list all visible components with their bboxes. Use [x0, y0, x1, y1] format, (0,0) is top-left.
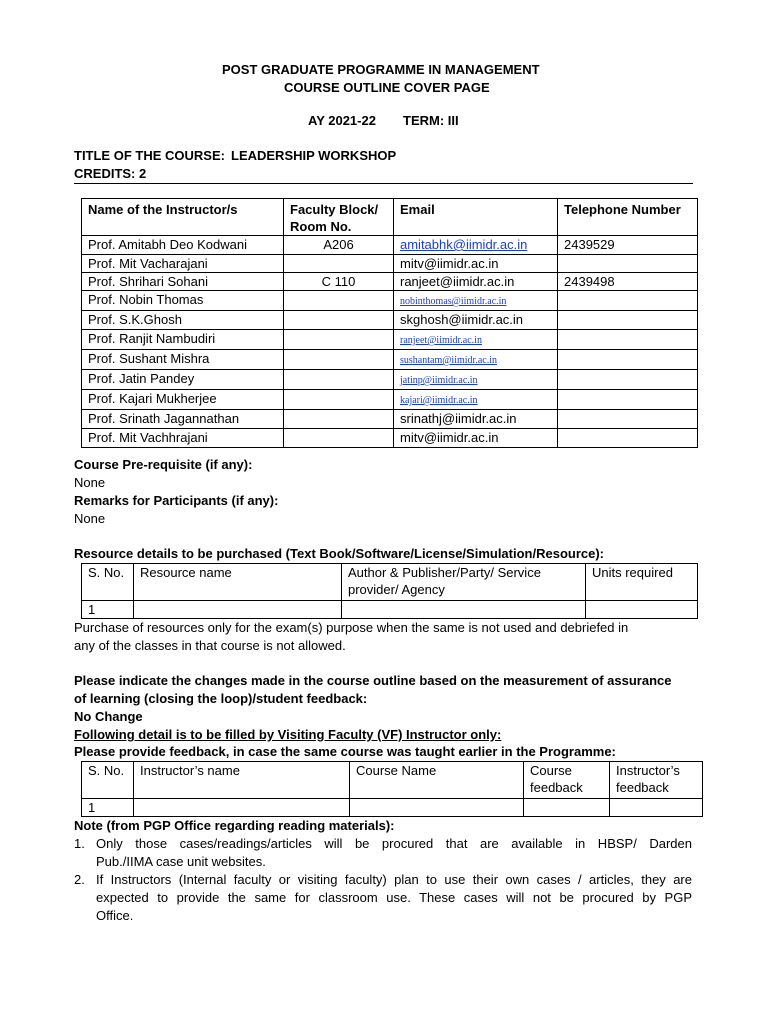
- note-item1-line1: Only those cases/readings/articles will be procured that are available in HBSP/ Darden: [96, 836, 692, 851]
- email-link[interactable]: ranjeet@iimidr.ac.in: [400, 335, 482, 346]
- email-cell: [394, 350, 558, 370]
- header-instructor-feedback-line2: feedback: [616, 780, 669, 795]
- term: TERM: III: [403, 113, 459, 128]
- note-item2-line3: Office.: [96, 908, 134, 923]
- email-cell: [394, 330, 558, 350]
- email-cell: [394, 291, 558, 311]
- email-link[interactable]: nobinthomas@iimidr.ac.in: [400, 296, 507, 307]
- note-item1-line2: Pub./IIMA case unit websites.: [96, 854, 266, 869]
- row-sno: 1: [82, 601, 134, 619]
- resource-header-row: [82, 564, 698, 601]
- feedback-header-row: [82, 762, 703, 799]
- table-row: [82, 273, 698, 291]
- table-row: [82, 236, 698, 255]
- header-faculty-block-line1: Faculty Block/: [290, 202, 379, 217]
- prerequisite-value: None: [74, 475, 106, 490]
- empty-cell: [134, 799, 350, 817]
- header-resource-name: Resource name: [134, 564, 342, 601]
- note-item2-line2: expected to provide the same for classroom use. These cases will not be procured by PGP: [96, 890, 692, 905]
- table-row: [82, 601, 698, 619]
- room-number: [284, 330, 394, 350]
- header-course-feedback-line1: Course: [530, 763, 572, 778]
- note-item2-number: 2.: [74, 872, 85, 887]
- empty-cell: [342, 601, 586, 619]
- email-cell: [394, 370, 558, 390]
- header-faculty-block: [284, 199, 394, 236]
- feedback-table: [81, 761, 703, 817]
- header-email: Email: [394, 199, 558, 236]
- feedback-prompt: Please provide feedback, in case the same course was taught earlier in the Programme:: [74, 744, 616, 759]
- empty-cell: [586, 601, 698, 619]
- header-faculty-block-line2: Room No.: [290, 219, 352, 234]
- room-number: [284, 429, 394, 448]
- course-title-label: TITLE OF THE COURSE:: [74, 148, 225, 163]
- row-sno: 1: [82, 799, 134, 817]
- prerequisite-label: Course Pre-requisite (if any):: [74, 457, 253, 472]
- changes-prompt-line1: Please indicate the changes made in the course outline based on the measurement of assurance: [74, 673, 672, 688]
- instructor-name: Prof. Jatin Pandey: [82, 370, 284, 390]
- course-title-value: LEADERSHIP WORKSHOP: [231, 148, 397, 163]
- instructor-name: Prof. Ranjit Nambudiri: [82, 330, 284, 350]
- divider-line: [74, 183, 693, 184]
- note-item2-line1: If Instructors (Internal faculty or visiting faculty) plan to use their own cases / articles, they are: [96, 872, 692, 887]
- instructor-name: Prof. Mit Vacharajani: [82, 255, 284, 273]
- header-instructor-feedback-line1: Instructor’s: [616, 763, 680, 778]
- telephone-number: [558, 410, 698, 429]
- header-units-required: Units required: [586, 564, 698, 601]
- empty-cell: [524, 799, 610, 817]
- header-author-line1: Author & Publisher/Party/ Service: [348, 565, 541, 580]
- resource-note-line2: any of the classes in that course is not allowed.: [74, 638, 346, 653]
- email-cell: [394, 390, 558, 410]
- header-instructor-feedback: [610, 762, 703, 799]
- header-instructor-name: Instructor’s name: [134, 762, 350, 799]
- email-text: ranjeet@iimidr.ac.in: [394, 273, 558, 291]
- email-cell: [394, 236, 558, 255]
- telephone-number: [558, 291, 698, 311]
- room-number: [284, 291, 394, 311]
- instructor-name: Prof. Shrihari Sohani: [82, 273, 284, 291]
- room-number: A206: [284, 236, 394, 255]
- table-row: [82, 390, 698, 410]
- visiting-faculty-heading: Following detail is to be filled by Visiting Faculty (VF) Instructor only:: [74, 727, 502, 742]
- email-text: mitv@iimidr.ac.in: [394, 429, 558, 448]
- table-row: [82, 410, 698, 429]
- telephone-number: [558, 370, 698, 390]
- instructor-name: Prof. Nobin Thomas: [82, 291, 284, 311]
- telephone-number: [558, 429, 698, 448]
- email-link[interactable]: jatinp@iimidr.ac.in: [400, 375, 478, 386]
- instructors-header-row: [82, 199, 698, 236]
- resource-heading: Resource details to be purchased (Text Book/Software/License/Simulation/Resource):: [74, 546, 604, 561]
- credits: CREDITS: 2: [74, 166, 147, 181]
- instructor-name: Prof. Sushant Mishra: [82, 350, 284, 370]
- room-number: C 110: [284, 273, 394, 291]
- empty-cell: [610, 799, 703, 817]
- room-number: [284, 255, 394, 273]
- telephone-number: [558, 255, 698, 273]
- email-link[interactable]: kajari@iimidr.ac.in: [400, 395, 478, 406]
- table-row: [82, 429, 698, 448]
- header-instructor-name: Name of the Instructor/s: [82, 199, 284, 236]
- email-link[interactable]: sushantam@iimidr.ac.in: [400, 355, 497, 366]
- telephone-number: 2439529: [558, 236, 698, 255]
- table-row: [82, 291, 698, 311]
- email-link[interactable]: amitabhk@iimidr.ac.in: [400, 237, 528, 252]
- room-number: [284, 350, 394, 370]
- instructors-table: [81, 198, 698, 448]
- table-row: [82, 799, 703, 817]
- room-number: [284, 390, 394, 410]
- table-row: [82, 311, 698, 330]
- table-row: [82, 350, 698, 370]
- email-text: skghosh@iimidr.ac.in: [394, 311, 558, 330]
- programme-title: POST GRADUATE PROGRAMME IN MANAGEMENT: [222, 62, 540, 77]
- header-telephone: Telephone Number: [558, 199, 698, 236]
- header-course-name: Course Name: [350, 762, 524, 799]
- email-text: mitv@iimidr.ac.in: [394, 255, 558, 273]
- email-text: srinathj@iimidr.ac.in: [394, 410, 558, 429]
- academic-year: AY 2021-22: [308, 113, 376, 128]
- empty-cell: [134, 601, 342, 619]
- header-course-feedback-line2: feedback: [530, 780, 583, 795]
- room-number: [284, 410, 394, 429]
- instructor-name: Prof. S.K.Ghosh: [82, 311, 284, 330]
- telephone-number: 2439498: [558, 273, 698, 291]
- instructor-name: Prof. Srinath Jagannathan: [82, 410, 284, 429]
- telephone-number: [558, 330, 698, 350]
- table-row: [82, 255, 698, 273]
- note-heading: Note (from PGP Office regarding reading materials):: [74, 818, 395, 833]
- note-item1-number: 1.: [74, 836, 85, 851]
- table-row: [82, 370, 698, 390]
- room-number: [284, 370, 394, 390]
- instructor-name: Prof. Kajari Mukherjee: [82, 390, 284, 410]
- changes-value: No Change: [74, 709, 143, 724]
- header-author-publisher: [342, 564, 586, 601]
- document-title: COURSE OUTLINE COVER PAGE: [284, 80, 490, 95]
- room-number: [284, 311, 394, 330]
- instructor-name: Prof. Mit Vachhrajani: [82, 429, 284, 448]
- remarks-value: None: [74, 511, 106, 526]
- header-sno: S. No.: [82, 762, 134, 799]
- table-row: [82, 330, 698, 350]
- header-author-line2: provider/ Agency: [348, 582, 445, 597]
- header-course-feedback: [524, 762, 610, 799]
- telephone-number: [558, 390, 698, 410]
- empty-cell: [350, 799, 524, 817]
- telephone-number: [558, 350, 698, 370]
- resource-note-line1: Purchase of resources only for the exam(s) purpose when the same is not used and debriefed in: [74, 620, 629, 635]
- instructor-name: Prof. Amitabh Deo Kodwani: [82, 236, 284, 255]
- telephone-number: [558, 311, 698, 330]
- header-sno: S. No.: [82, 564, 134, 601]
- changes-prompt-line2: of learning (closing the loop)/student feedback:: [74, 691, 368, 706]
- resource-table: [81, 563, 698, 619]
- remarks-label: Remarks for Participants (if any):: [74, 493, 279, 508]
